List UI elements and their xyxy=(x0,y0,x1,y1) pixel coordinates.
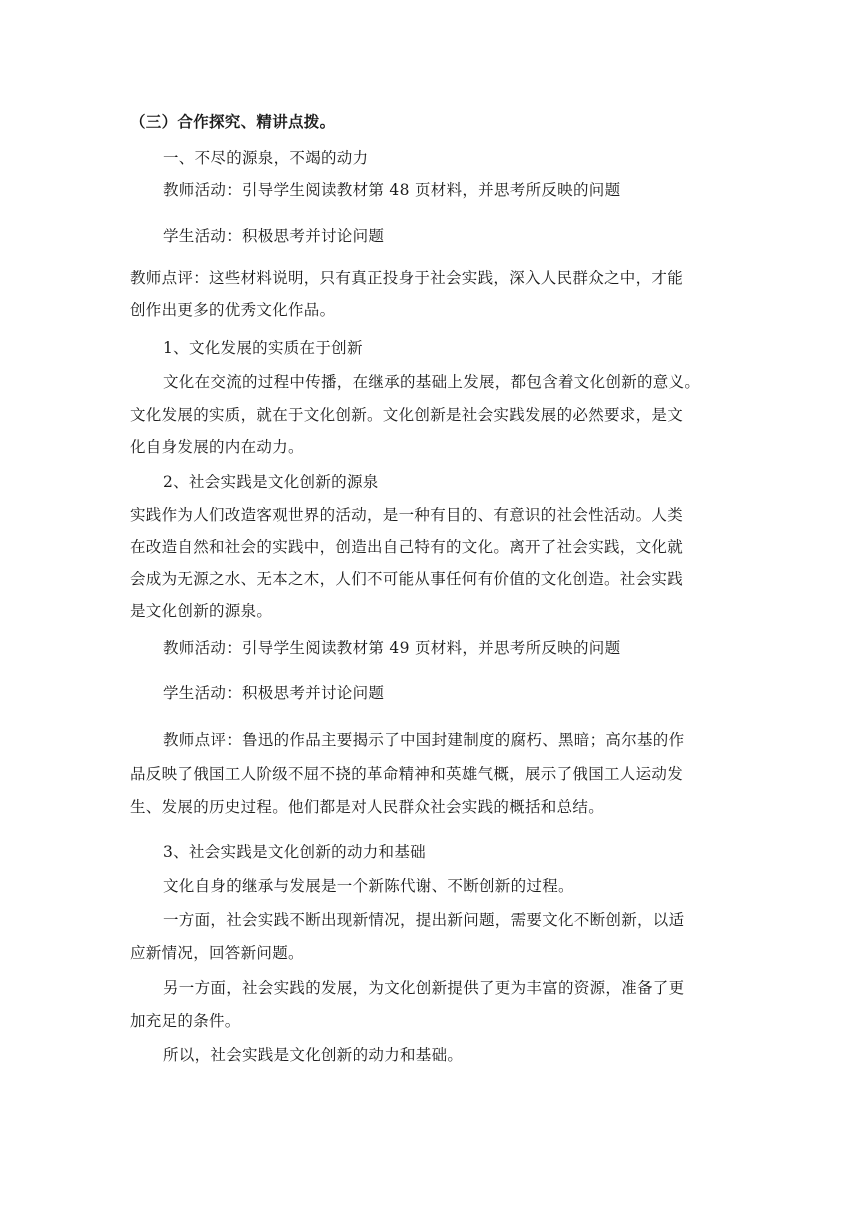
point-2-line3: 会成为无源之水、无本之木，人们不可能从事任何有价值的文化创造。社会实践 xyxy=(130,570,684,588)
student-activity-2: 学生活动：积极思考并讨论问题 xyxy=(163,684,385,702)
point-3-line5: 加充足的条件。 xyxy=(130,1012,241,1030)
teacher-comment-1-line1: 教师点评：这些材料说明，只有真正投身于社会实践，深入人民群众之中，才能 xyxy=(130,269,684,287)
point-2-line2: 在改造自然和社会的实践中，创造出自己特有的文化。离开了社会实践，文化就 xyxy=(130,538,684,556)
point-3-line4: 另一方面，社会实践的发展，为文化创新提供了更为丰富的资源，准备了更 xyxy=(163,979,685,997)
point-1-line1: 文化在交流的过程中传播，在继承的基础上发展，都包含着文化创新的意义。 xyxy=(163,373,701,391)
teacher-comment-1-line2: 创作出更多的优秀文化作品。 xyxy=(130,301,336,319)
teacher-activity-1: 教师活动：引导学生阅读教材第 48 页材料，并思考所反映的问题 xyxy=(163,181,621,199)
student-activity-1: 学生活动：积极思考并讨论问题 xyxy=(163,227,385,245)
point-3-heading: 3、社会实践是文化创新的动力和基础 xyxy=(163,843,426,861)
point-1-line3: 化自身发展的内在动力。 xyxy=(130,438,304,456)
section-heading: （三）合作探究、精讲点拨。 xyxy=(130,112,336,131)
item-one-heading: 一、不尽的源泉，不竭的动力 xyxy=(163,149,369,167)
point-2-line4: 是文化创新的源泉。 xyxy=(130,602,273,620)
teacher-comment-2-line3: 生、发展的历史过程。他们都是对人民群众社会实践的概括和总结。 xyxy=(130,798,605,816)
teacher-comment-2-line2: 品反映了俄国工人阶级不屈不挠的革命精神和英雄气概，展示了俄国工人运动发 xyxy=(130,765,684,783)
point-2-line1: 实践作为人们改造客观世界的活动，是一种有目的、有意识的社会性活动。人类 xyxy=(130,506,684,524)
teacher-comment-2-line1: 教师点评：鲁迅的作品主要揭示了中国封建制度的腐朽、黑暗；高尔基的作 xyxy=(163,731,685,749)
point-1-heading: 1、文化发展的实质在于创新 xyxy=(163,339,363,357)
point-3-line6: 所以，社会实践是文化创新的动力和基础。 xyxy=(163,1046,464,1064)
teacher-activity-2: 教师活动：引导学生阅读教材第 49 页材料，并思考所反映的问题 xyxy=(163,639,621,657)
point-3-line2: 一方面，社会实践不断出现新情况，提出新问题，需要文化不断创新，以适 xyxy=(163,911,685,929)
point-2-heading: 2、社会实践是文化创新的源泉 xyxy=(163,473,379,491)
point-3-line1: 文化自身的继承与发展是一个新陈代谢、不断创新的过程。 xyxy=(163,877,574,895)
point-3-line3: 应新情况，回答新问题。 xyxy=(130,944,304,962)
point-1-line2: 文化发展的实质，就在于文化创新。文化创新是社会实践发展的必然要求，是文 xyxy=(130,406,684,424)
